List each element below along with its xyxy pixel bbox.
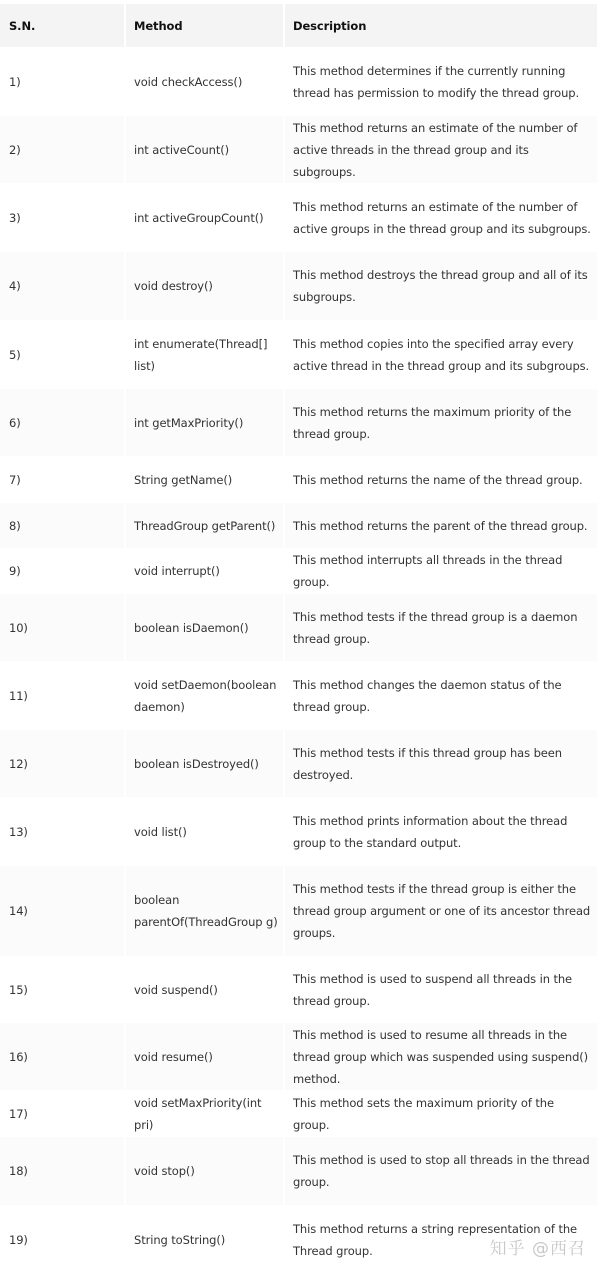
cell-description: This method is used to stop all threads in the thread group. bbox=[285, 1137, 597, 1205]
cell-description: This method tests if the thread group is either the thread group argument or one of its ancestor thread groups. bbox=[285, 866, 597, 956]
cell-method: boolean isDestroyed() bbox=[126, 730, 283, 797]
cell-method: void stop() bbox=[126, 1137, 283, 1205]
table-row bbox=[0, 798, 597, 865]
cell-description: This method returns the maximum priority of the thread group. bbox=[285, 389, 597, 456]
cell-sn: 1) bbox=[0, 48, 124, 115]
cell-method: int enumerate(Thread[] list) bbox=[126, 321, 283, 388]
cell-sn: 14) bbox=[0, 866, 124, 956]
cell-method: void list() bbox=[126, 798, 283, 865]
cell-sn: 19) bbox=[0, 1206, 124, 1273]
cell-description: This method returns a string representation of the Thread group. bbox=[285, 1206, 597, 1273]
cell-method: void resume() bbox=[126, 1023, 283, 1090]
table-row bbox=[0, 116, 597, 183]
cell-description: This method is used to resume all threads in the thread group which was suspended using suspend() method. bbox=[285, 1023, 597, 1090]
cell-sn: 4) bbox=[0, 252, 124, 320]
cell-sn: 5) bbox=[0, 321, 124, 388]
cell-sn: 3) bbox=[0, 184, 124, 251]
cell-sn: 2) bbox=[0, 116, 124, 183]
cell-sn: 10) bbox=[0, 594, 124, 661]
cell-method: int activeCount() bbox=[126, 116, 283, 183]
table-row bbox=[0, 252, 597, 320]
cell-method: void checkAccess() bbox=[126, 48, 283, 115]
header-sn: S.N. bbox=[0, 4, 124, 47]
cell-description: This method destroys the thread group and all of its subgroups. bbox=[285, 252, 597, 320]
cell-method: String toString() bbox=[126, 1206, 283, 1273]
table-row bbox=[0, 321, 597, 388]
cell-sn: 15) bbox=[0, 957, 124, 1022]
cell-method: void interrupt() bbox=[126, 549, 283, 593]
cell-description: This method is used to suspend all threads in the thread group. bbox=[285, 957, 597, 1022]
cell-method: boolean parentOf(ThreadGroup g) bbox=[126, 866, 283, 956]
cell-sn: 8) bbox=[0, 503, 124, 548]
thread-group-methods-table bbox=[0, 3, 599, 1274]
cell-method: void setDaemon(boolean daemon) bbox=[126, 662, 283, 729]
table-row bbox=[0, 457, 597, 502]
header-method: Method bbox=[126, 4, 283, 47]
table-row bbox=[0, 1091, 597, 1136]
cell-sn: 9) bbox=[0, 549, 124, 593]
table-row bbox=[0, 184, 597, 251]
cell-description: This method returns an estimate of the number of active groups in the thread group and its subgroups. bbox=[285, 184, 597, 251]
cell-description: This method tests if the thread group is a daemon thread group. bbox=[285, 594, 597, 661]
table-row bbox=[0, 866, 597, 956]
table-row bbox=[0, 730, 597, 797]
cell-description: This method copies into the specified array every active thread in the thread group and its subgroups. bbox=[285, 321, 597, 388]
cell-description: This method determines if the currently running thread has permission to modify the thread group. bbox=[285, 48, 597, 115]
cell-method: void suspend() bbox=[126, 957, 283, 1022]
cell-method: void setMaxPriority(int pri) bbox=[126, 1091, 283, 1136]
cell-method: boolean isDaemon() bbox=[126, 594, 283, 661]
cell-description: This method prints information about the thread group to the standard output. bbox=[285, 798, 597, 865]
cell-description: This method returns an estimate of the number of active threads in the thread group and its subgroups. bbox=[285, 116, 597, 183]
table-header-row bbox=[0, 4, 597, 47]
table-row bbox=[0, 549, 597, 593]
cell-sn: 16) bbox=[0, 1023, 124, 1090]
header-description: Description bbox=[285, 4, 597, 47]
cell-sn: 6) bbox=[0, 389, 124, 456]
cell-sn: 18) bbox=[0, 1137, 124, 1205]
table-body bbox=[0, 48, 597, 1273]
cell-description: This method changes the daemon status of the thread group. bbox=[285, 662, 597, 729]
cell-sn: 12) bbox=[0, 730, 124, 797]
table-row bbox=[0, 1023, 597, 1090]
cell-description: This method interrupts all threads in the thread group. bbox=[285, 549, 597, 593]
table-row bbox=[0, 48, 597, 115]
table-row bbox=[0, 503, 597, 548]
cell-description: This method tests if this thread group has been destroyed. bbox=[285, 730, 597, 797]
cell-method: void destroy() bbox=[126, 252, 283, 320]
cell-description: This method returns the name of the thread group. bbox=[285, 457, 597, 502]
cell-sn: 13) bbox=[0, 798, 124, 865]
table-row bbox=[0, 389, 597, 456]
table-row bbox=[0, 957, 597, 1022]
cell-method: int getMaxPriority() bbox=[126, 389, 283, 456]
cell-description: This method returns the parent of the thread group. bbox=[285, 503, 597, 548]
cell-method: String getName() bbox=[126, 457, 283, 502]
cell-method: int activeGroupCount() bbox=[126, 184, 283, 251]
cell-method: ThreadGroup getParent() bbox=[126, 503, 283, 548]
table-row bbox=[0, 662, 597, 729]
cell-sn: 11) bbox=[0, 662, 124, 729]
cell-description: This method sets the maximum priority of the group. bbox=[285, 1091, 597, 1136]
table-row bbox=[0, 1137, 597, 1205]
cell-sn: 17) bbox=[0, 1091, 124, 1136]
table-row bbox=[0, 594, 597, 661]
zhihu-watermark: 知乎 @西召 bbox=[489, 1239, 586, 1259]
cell-sn: 7) bbox=[0, 457, 124, 502]
